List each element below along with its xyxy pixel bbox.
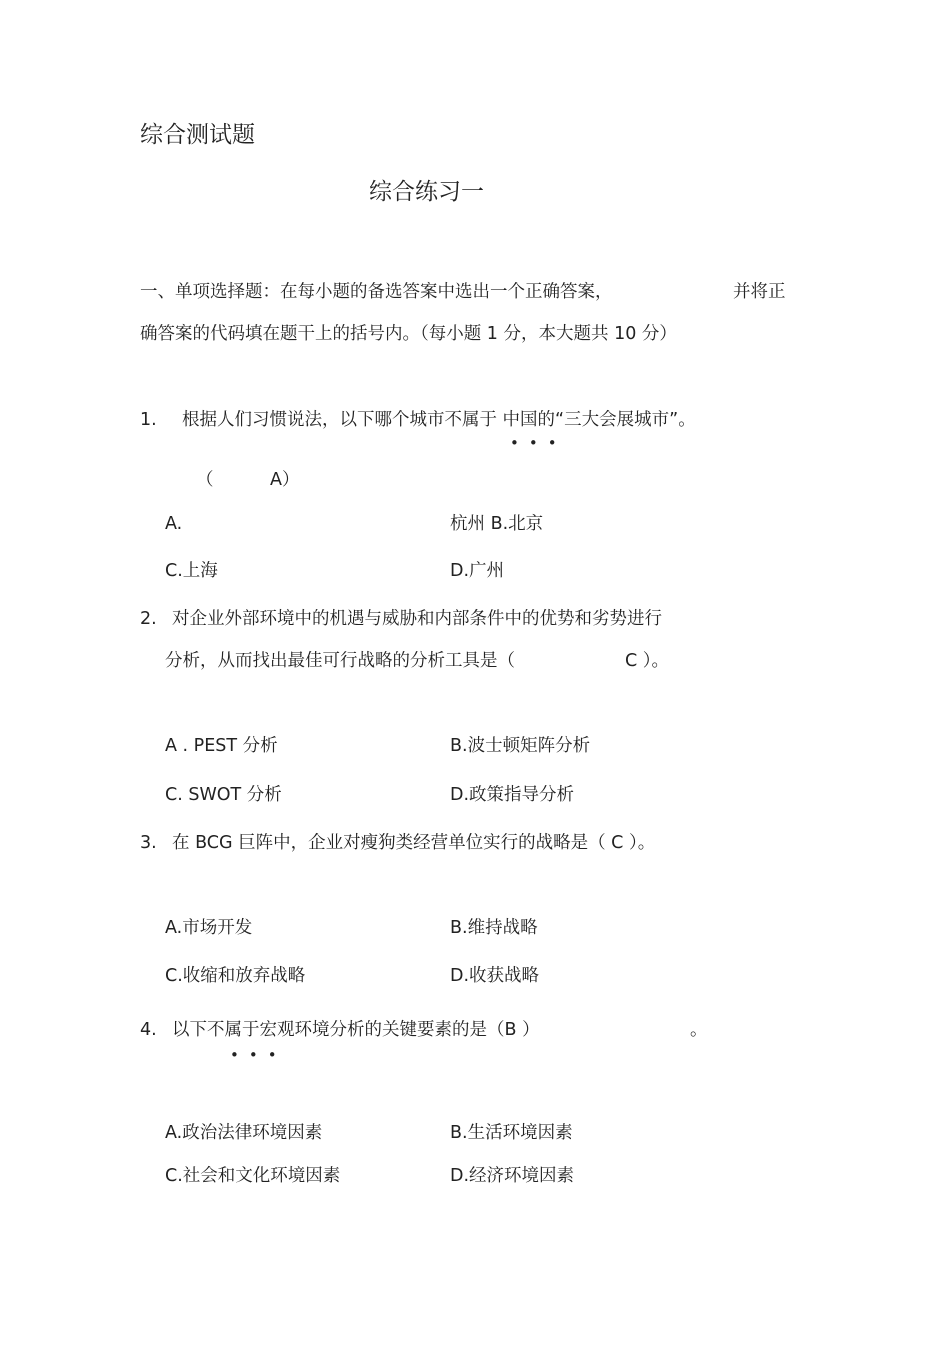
exercise-title: 综合练习一 [369,179,484,205]
section-instruction-line2: 确答案的代码填在题干上的括号内。（每小题 1 分，本大题共 10 分） [140,324,677,344]
question-stem-line1: 对企业外部环境中的机遇与威胁和内部条件中的优势和劣势进行 [172,609,662,629]
answer: A） [270,470,300,490]
document-heading: 综合测试题 [140,122,255,148]
option-a: A. [165,514,183,534]
option-c: C.收缩和放弃战略 [165,966,306,986]
option-b: B.波士顿矩阵分析 [450,736,591,756]
question-stem: 在 BCG 巨阵中，企业对瘦狗类经营单位实行的战略是（ C ）。 [172,833,656,853]
option-a-text-and-b: 杭州 B.北京 [450,514,544,534]
question-stem-end: 。 [690,1020,708,1040]
option-d: D.收获战略 [450,966,540,986]
emphasis-dots: ••• [230,1046,287,1064]
emphasis-dots: ••• [510,434,567,452]
question-number: 1. [140,410,157,430]
question-stem: 根据人们习惯说法，以下哪个城市不属于 中国的“三大会展城市”。 [182,410,696,430]
question-number: 3. [140,833,157,853]
option-a: A.市场开发 [165,918,253,938]
option-a: A . PEST 分析 [165,736,278,756]
option-a: A.政治法律环境因素 [165,1123,323,1143]
option-b: B.生活环境因素 [450,1123,573,1143]
question-number: 2. [140,609,157,629]
question-stem: 以下不属于宏观环境分析的关键要素的是（B ） [172,1020,540,1040]
answer-open-paren: （ [196,470,214,490]
option-d: D.政策指导分析 [450,785,575,805]
option-d: D.广州 [450,561,505,581]
option-c: C. SWOT 分析 [165,785,282,805]
question-number: 4. [140,1020,157,1040]
option-d: D.经济环境因素 [450,1166,575,1186]
section-instruction-line1: 一、单项选择题：在每小题的备选答案中选出一个正确答案， [140,282,613,302]
option-b: B.维持战略 [450,918,538,938]
question-stem-line2: 分析，从而找出最佳可行战略的分析工具是（ [165,651,515,671]
answer: C ）。 [625,651,670,671]
option-c: C.社会和文化环境因素 [165,1166,341,1186]
option-c: C.上海 [165,561,218,581]
section-instruction-line1-end: 并将正 [733,282,786,302]
